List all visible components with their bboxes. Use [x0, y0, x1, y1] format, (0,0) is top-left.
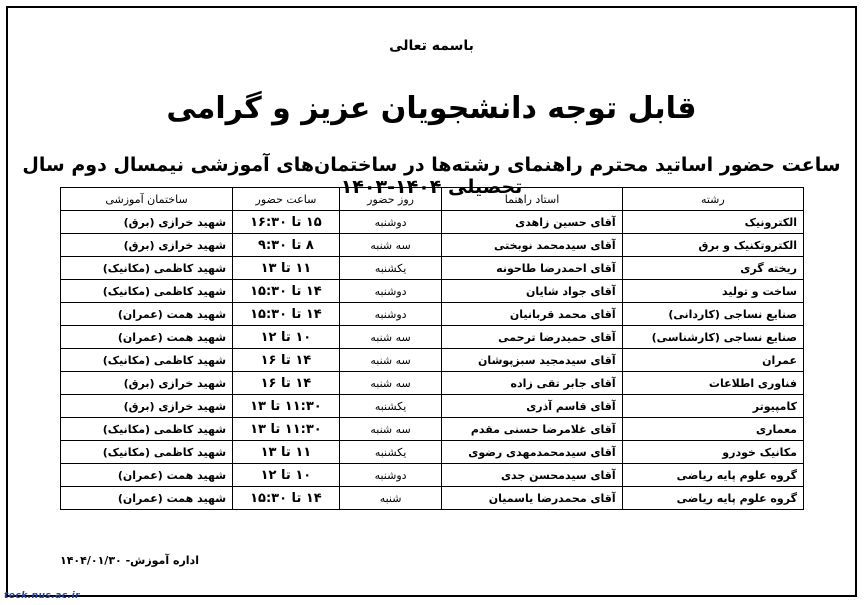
cell-major: صنایع نساجی (کارشناسی)	[622, 326, 803, 349]
cell-day: سه شنبه	[339, 372, 442, 395]
cell-building: شهید خرازی (برق)	[61, 395, 233, 418]
table-header-row	[61, 188, 804, 211]
cell-building: شهید کاظمی (مکانیک)	[61, 280, 233, 303]
cell-advisor: آقای حمیدرضا ترحمی	[442, 326, 622, 349]
cell-time: ۱۴ تا ۱۵:۳۰	[233, 280, 340, 303]
cell-major: الکترونیک	[622, 211, 803, 234]
table-row	[61, 372, 804, 395]
cell-advisor: آقای احمدرضا طاحونه	[442, 257, 622, 280]
table-row	[61, 280, 804, 303]
cell-day: دوشنبه	[339, 280, 442, 303]
cell-advisor: آقای سیدمحسن جدی	[442, 464, 622, 487]
cell-advisor: آقای جواد شایان	[442, 280, 622, 303]
column-header-building: ساختمان آموزشی	[61, 188, 233, 211]
cell-advisor: آقای سیدمحمدمهدی رضوی	[442, 441, 622, 464]
cell-advisor: آقای حسین زاهدی	[442, 211, 622, 234]
cell-day: یکشنبه	[339, 257, 442, 280]
cell-advisor: آقای محمد قربانیان	[442, 303, 622, 326]
cell-building: شهید کاظمی (مکانیک)	[61, 257, 233, 280]
table-row	[61, 326, 804, 349]
cell-time: ۱۴ تا ۱۵:۳۰	[233, 487, 340, 510]
table-row	[61, 303, 804, 326]
table-row	[61, 349, 804, 372]
cell-building: شهید همت (عمران)	[61, 303, 233, 326]
cell-major: معماری	[622, 418, 803, 441]
cell-day: دوشنبه	[339, 211, 442, 234]
cell-major: کامپیوتر	[622, 395, 803, 418]
office-footer: اداره آموزش- ۱۴۰۴/۰۱/۳۰	[60, 554, 199, 567]
cell-time: ۱۱:۳۰ تا ۱۳	[233, 395, 340, 418]
cell-day: شنبه	[339, 487, 442, 510]
cell-advisor: آقای سیدمجید سبزپوشان	[442, 349, 622, 372]
cell-major: فناوری اطلاعات	[622, 372, 803, 395]
table-row	[61, 441, 804, 464]
column-header-major: رشته	[622, 188, 803, 211]
cell-time: ۱۴ تا ۱۵:۳۰	[233, 303, 340, 326]
column-header-day: روز حضور	[339, 188, 442, 211]
cell-day: سه شنبه	[339, 326, 442, 349]
cell-major: صنایع نساجی (کاردانی)	[622, 303, 803, 326]
cell-building: شهید همت (عمران)	[61, 326, 233, 349]
cell-time: ۱۱ تا ۱۳	[233, 257, 340, 280]
cell-time: ۱۰ تا ۱۲	[233, 326, 340, 349]
cell-major: عمران	[622, 349, 803, 372]
cell-building: شهید خرازی (برق)	[61, 211, 233, 234]
table-row	[61, 464, 804, 487]
cell-major: گروه علوم پایه ریاضی	[622, 487, 803, 510]
cell-day: دوشنبه	[339, 303, 442, 326]
cell-day: دوشنبه	[339, 464, 442, 487]
cell-time: ۸ تا ۹:۳۰	[233, 234, 340, 257]
cell-building: شهید همت (عمران)	[61, 487, 233, 510]
cell-major: ساخت و تولید	[622, 280, 803, 303]
cell-time: ۱۵ تا ۱۶:۳۰	[233, 211, 340, 234]
cell-advisor: آقای قاسم آذری	[442, 395, 622, 418]
cell-day: سه شنبه	[339, 349, 442, 372]
cell-advisor: آقای جابر تقی زاده	[442, 372, 622, 395]
cell-major: مکانیک خودرو	[622, 441, 803, 464]
table-row	[61, 418, 804, 441]
cell-time: ۱۴ تا ۱۶	[233, 349, 340, 372]
column-header-time: ساعت حضور	[233, 188, 340, 211]
table-row	[61, 234, 804, 257]
cell-time: ۱۰ تا ۱۲	[233, 464, 340, 487]
cell-time: ۱۱ تا ۱۳	[233, 441, 340, 464]
table-row	[61, 487, 804, 510]
cell-advisor: آقای غلامرضا حسنی مقدم	[442, 418, 622, 441]
cell-day: یکشنبه	[339, 395, 442, 418]
cell-day: سه شنبه	[339, 418, 442, 441]
column-header-advisor: استاد راهنما	[442, 188, 622, 211]
cell-day: سه شنبه	[339, 234, 442, 257]
cell-time: ۱۴ تا ۱۶	[233, 372, 340, 395]
table-row	[61, 395, 804, 418]
bismillah-heading: باسمه تعالی	[389, 38, 474, 54]
cell-building: شهید خرازی (برق)	[61, 234, 233, 257]
cell-advisor: آقای سیدمحمد نوبختی	[442, 234, 622, 257]
site-watermark: teck.nus.ac.ir	[4, 591, 81, 601]
cell-major: ریخته گری	[622, 257, 803, 280]
cell-time: ۱۱:۳۰ تا ۱۳	[233, 418, 340, 441]
cell-building: شهید خرازی (برق)	[61, 372, 233, 395]
cell-advisor: آقای محمدرضا یاسمیان	[442, 487, 622, 510]
cell-major: گروه علوم پایه ریاضی	[622, 464, 803, 487]
cell-day: یکشنبه	[339, 441, 442, 464]
cell-building: شهید همت (عمران)	[61, 464, 233, 487]
cell-major: الکتروتکنیک و برق	[622, 234, 803, 257]
cell-building: شهید کاظمی (مکانیک)	[61, 441, 233, 464]
table-row	[61, 211, 804, 234]
page-subtitle: ساعت حضور اساتید محترم راهنمای رشته‌ها در ساختمان‌های آموزشی نیمسال دوم سال تحصیلی ۱۴۰۴-۱۴۰۳	[22, 154, 841, 198]
schedule-table	[60, 187, 804, 510]
cell-building: شهید کاظمی (مکانیک)	[61, 418, 233, 441]
cell-building: شهید کاظمی (مکانیک)	[61, 349, 233, 372]
page-title: قابل توجه دانشجویان عزیز و گرامی	[166, 91, 697, 126]
table-row	[61, 257, 804, 280]
